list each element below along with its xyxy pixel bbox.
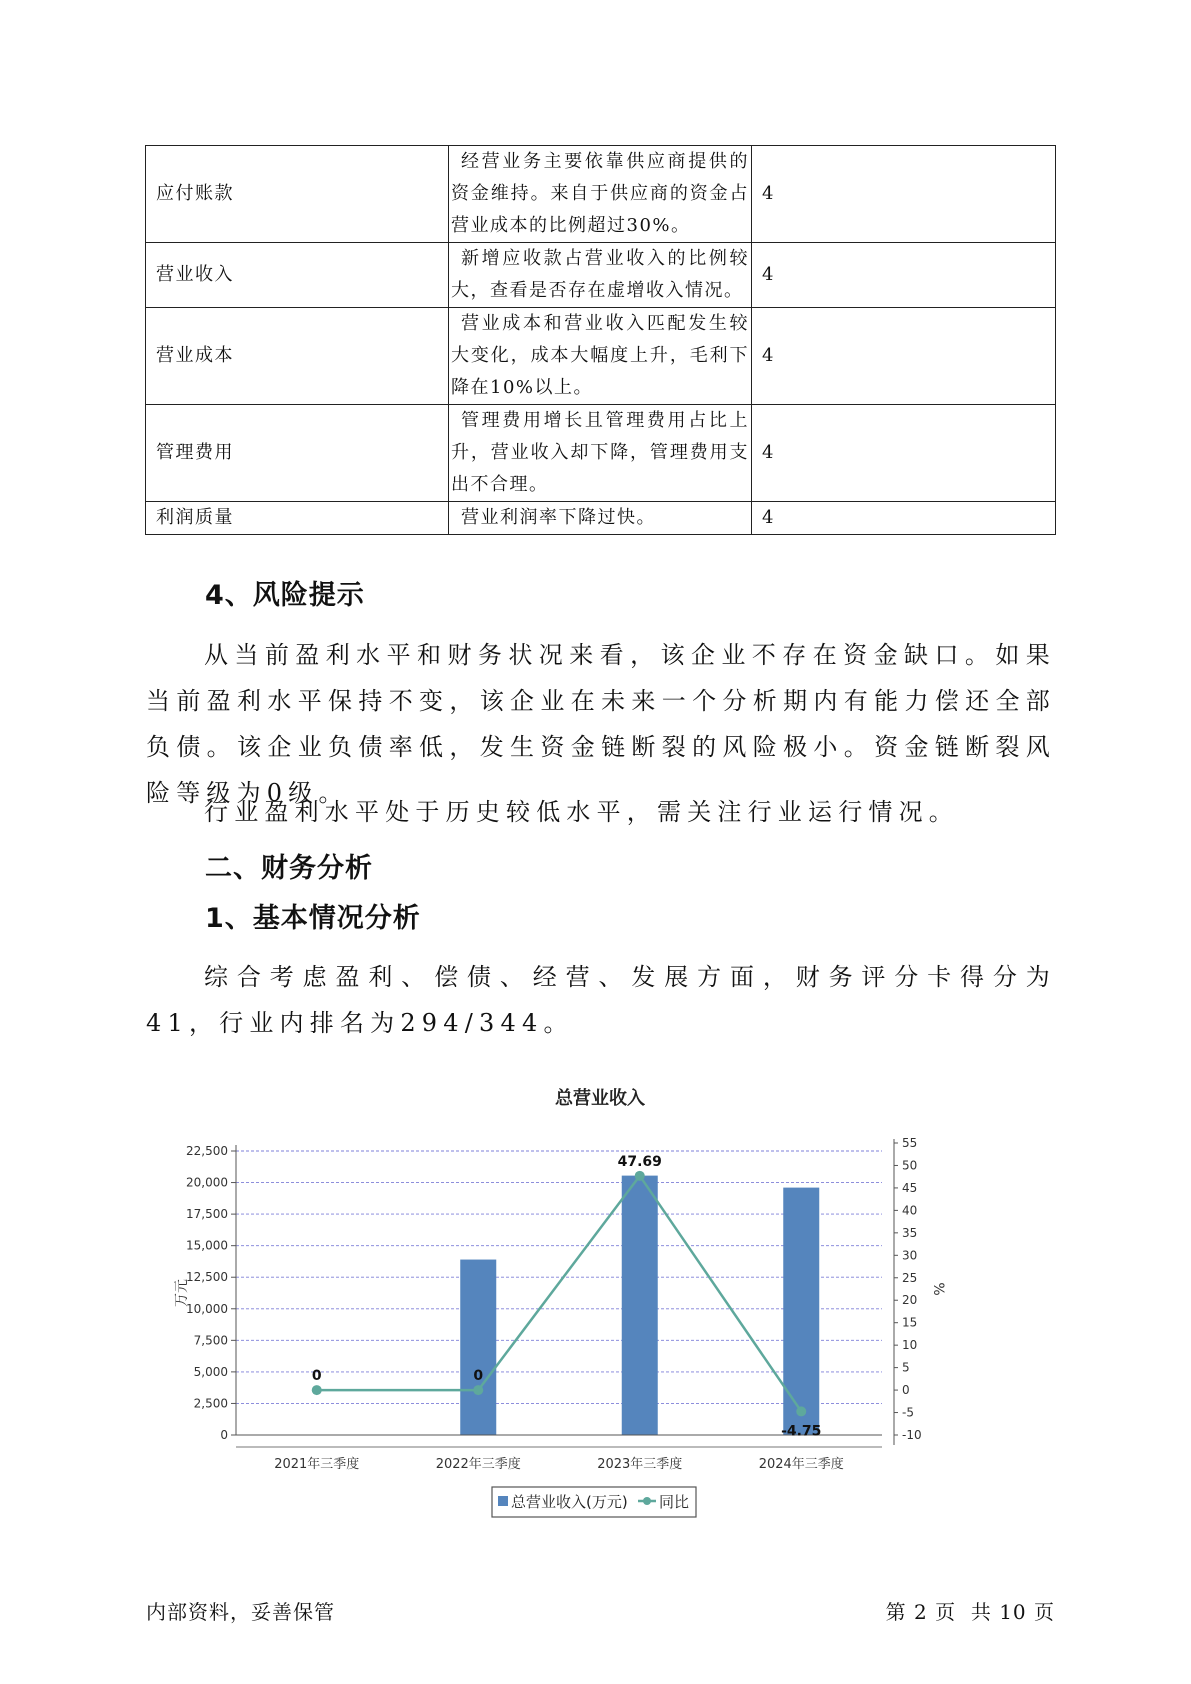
right-tick-label: 50 [902, 1158, 918, 1173]
legend-bar-swatch [498, 1496, 508, 1506]
left-tick-label: 20,000 [186, 1175, 228, 1190]
paragraph-risk-summary: 从当前盈利水平和财务状况来看，该企业不存在资金缺口。如果当前盈利水平保持不变，该企业在未来一个分析期内有能力偿还全部负债。该企业负债率低，发生资金链断裂的风险极小。资金链断裂风险等级为0级。 [146, 641, 1056, 807]
table-cell-item: 应付账款 [146, 146, 449, 243]
table-cell-item: 营业成本 [146, 308, 449, 405]
table-cell-desc: 管理费用增长且管理费用占比上升，营业收入却下降，管理费用支出不合理。 [449, 405, 752, 502]
table-cell-score: 4 [752, 146, 1056, 243]
right-tick-label: 20 [902, 1293, 918, 1308]
right-axis-label: % [930, 1282, 946, 1296]
left-tick-label: 7,500 [193, 1333, 228, 1348]
x-tick-label: 2022年三季度 [435, 1457, 521, 1472]
yoy-data-label: -4.75 [781, 1423, 822, 1440]
right-tick-label: 40 [902, 1203, 918, 1218]
yoy-data-label: 0 [311, 1368, 322, 1385]
table-cell-desc: 营业成本和营业收入匹配发生较大变化，成本大幅度上升，毛利下降在10%以上。 [449, 308, 752, 405]
table-cell-desc: 新增应收款占营业收入的比例较大，查看是否存在虚增收入情况。 [449, 243, 752, 308]
table-cell-item: 管理费用 [146, 405, 449, 502]
revenue-bar [783, 1188, 819, 1435]
table-cell-desc: 经营业务主要依靠供应商提供的资金维持。来自于供应商的资金占营业成本的比例超过30%。 [449, 146, 752, 243]
x-tick-label: 2023年三季度 [597, 1457, 683, 1472]
page-total: 10 [999, 1600, 1027, 1624]
table-cell-item: 营业收入 [146, 243, 449, 308]
chart-yoy-line [312, 1154, 822, 1440]
right-tick-label: 45 [902, 1180, 918, 1195]
revenue-bar [622, 1176, 658, 1435]
section-heading-financial: 二、财务分析 [205, 853, 373, 884]
paragraph-industry-note: 行业盈利水平处于历史较低水平，需关注行业运行情况。 [204, 798, 959, 826]
legend-label-revenue: 总营业收入(万元) [511, 1493, 628, 1511]
yoy-point [473, 1385, 483, 1395]
left-axis-ticks [186, 1144, 236, 1442]
right-axis-ticks [894, 1136, 922, 1442]
page-prefix: 第 [885, 1600, 907, 1624]
right-tick-label: 30 [902, 1248, 918, 1263]
yoy-data-label: 47.69 [617, 1153, 662, 1170]
left-tick-label: 15,000 [186, 1238, 228, 1253]
right-tick-label: -10 [902, 1428, 922, 1442]
page-suffix: 页 [1034, 1600, 1055, 1624]
table-cell-item: 利润质量 [146, 502, 449, 535]
table-cell-score: 4 [752, 243, 1056, 308]
right-tick-label: 15 [902, 1315, 918, 1330]
right-tick-label: 5 [902, 1360, 910, 1375]
table-row [146, 405, 1056, 502]
revenue-bar [460, 1260, 496, 1435]
right-tick-label: 35 [902, 1225, 918, 1240]
left-axis-label: 万元 [174, 1279, 190, 1307]
risk-table [145, 145, 1056, 535]
right-tick-label: 25 [902, 1270, 918, 1285]
yoy-data-label: 0 [473, 1368, 484, 1385]
right-tick-label: 10 [902, 1338, 918, 1353]
left-tick-label: 10,000 [186, 1301, 228, 1316]
left-tick-label: 2,500 [193, 1396, 228, 1411]
left-tick-label: 12,500 [186, 1270, 228, 1285]
table-cell-score: 4 [752, 405, 1056, 502]
x-tick-label: 2024年三季度 [758, 1457, 844, 1472]
left-tick-label: 22,500 [186, 1144, 228, 1158]
table-row [146, 308, 1056, 405]
footer-page-number [886, 1596, 1055, 1625]
page-middle: 页 共 [935, 1600, 992, 1624]
legend-label-yoy: 同比 [659, 1493, 690, 1511]
yoy-point [635, 1171, 645, 1181]
table-row [146, 502, 1056, 535]
table-row [146, 243, 1056, 308]
right-tick-label: -5 [902, 1405, 914, 1420]
chart-title: 总营业收入 [555, 1088, 645, 1109]
legend-line-marker [643, 1497, 651, 1505]
subsection-heading-basic: 1、基本情况分析 [205, 903, 421, 934]
right-tick-label: 0 [902, 1383, 910, 1398]
page-current: 2 [914, 1600, 928, 1624]
x-tick-label: 2021年三季度 [274, 1457, 360, 1472]
left-tick-label: 0 [220, 1428, 228, 1442]
left-tick-label: 5,000 [193, 1364, 228, 1379]
footer-confidential-note: 内部资料，妥善保管 [146, 1600, 335, 1624]
chart-legend [492, 1487, 696, 1517]
paragraph-score-summary: 综合考虑盈利、偿债、经营、发展方面，财务评分卡得分为41，行业内排名为294/344。 [146, 963, 1056, 1037]
table-cell-score: 4 [752, 308, 1056, 405]
left-tick-label: 17,500 [186, 1207, 228, 1222]
chart-bars [460, 1176, 819, 1435]
yoy-point [796, 1406, 806, 1416]
right-tick-label: 55 [902, 1136, 918, 1150]
yoy-line [317, 1176, 802, 1412]
yoy-point [312, 1385, 322, 1395]
revenue-chart [174, 1075, 1000, 1535]
x-axis-ticks [274, 1456, 844, 1472]
table-cell-desc: 营业利润率下降过快。 [449, 502, 752, 535]
table-row [146, 146, 1056, 243]
section-heading-risk: 4、风险提示 [205, 580, 365, 611]
table-cell-score: 4 [752, 502, 1056, 535]
